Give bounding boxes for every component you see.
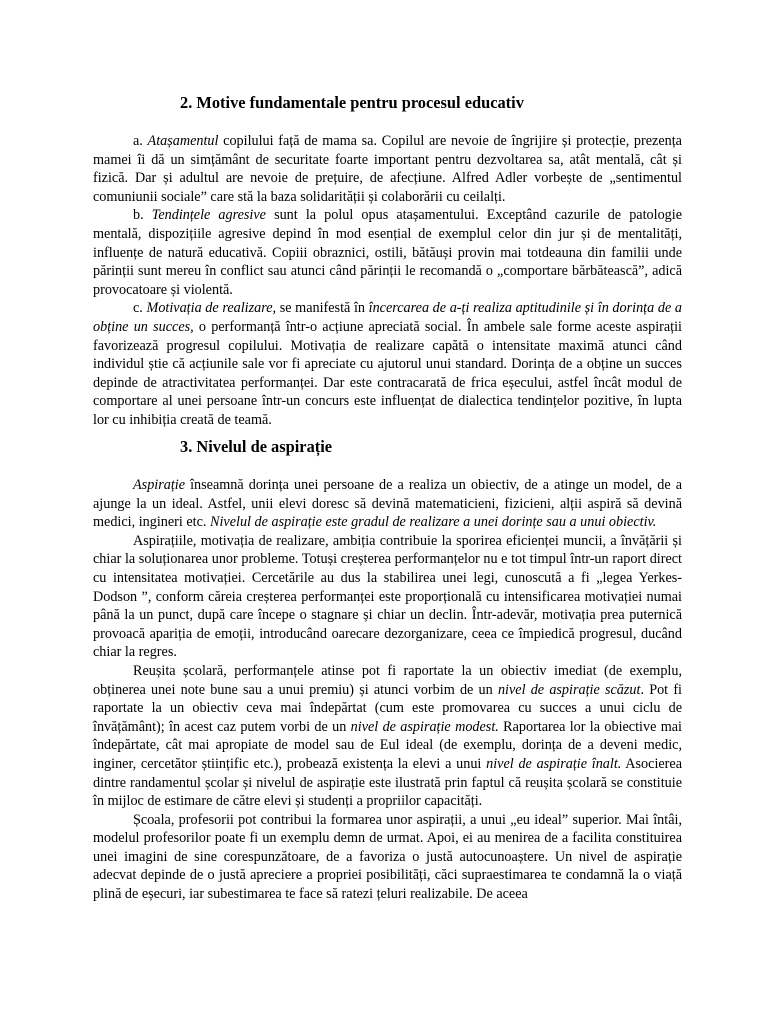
p3-emphasis-low: nivel de aspirație scăzut xyxy=(497,681,641,698)
yerkes-dodson-paragraph: Aspirațiile, motivația de realizare, ambiția contribuie la sporirea eficienței muncii, a învățării și chiar la soluționarea unor probleme. Totuși creșterea performanțelor nu e tot timpul într-un raport direct cu intensitatea motivației. Cercetările au dus la stabilirea unei legi, cunoscută a fi „legea Yerkes-Dodson ”, conform căreia creșterea performanței este proporțională cu intensificarea motivației numai până la un punct, după care începe o stagnare și chiar un declin. Într-adevăr, motivația prea puternică provoacă apariția de emoții, introducând oarecare dezorganizare, ceea ce împiedică progresul, ducând chiar la regres. xyxy=(93,532,682,661)
paragraph-c-emphasis: încercarea de a-ți realiza aptitudinile și în dorința de a obține un succes, xyxy=(93,300,682,335)
section-3-body xyxy=(93,476,682,904)
aspiration-text: înseamnă dorința unei persoane de a realiza un obiectiv, de a atinge un model, de a ajunge la un ideal. Astfel, unii elevi doresc să devină matematicieni, fizicieni, alții aspiră să devină medici, ingineri etc. xyxy=(93,477,682,531)
p3-emphasis-modest: nivel de aspirație modest. xyxy=(350,718,499,735)
paragraph-a-text: copilului față de mama sa. Copilul are nevoie de îngrijire și protecție, prezența mamei îi dă un simțământ de securitate foarte important pentru dezvoltarea sa, atât mentală, cât și fizică. Dar și adultul are nevoie de prețuire, de afecțiune. Alfred Adler vorbește de „sentimentul comuniunii sociale” care stă la baza solidarității și colaborării cu ceilalți. xyxy=(93,133,682,205)
aspiration-emphasis: Nivelul de aspirație este gradul de realizare a unei dorințe sau a unui obiectiv. xyxy=(210,514,657,531)
paragraph-c-text-1: se manifestă în xyxy=(276,300,369,317)
paragraph-a-marker: a. xyxy=(133,133,148,149)
school-role-paragraph: Școala, profesorii pot contribui la formarea unor aspirații, a unui „eu ideal” superior. Mai întâi, modelul profesorilor poate fi un exemplu demn de urmat. Apoi, ei au menirea de a facilita constituirea unei imagini de sine corespunzătoare, de a favoriza o justă autocunoaștere. Un nivel de aspirație adecvat depinde de o justă apreciere a propriei posibilități, căci supraestimarea te condamnă la o viață plină de eșecuri, iar subestimarea te face să ratezi țeluri realizabile. De aceea xyxy=(93,811,682,903)
paragraph-c-marker: c. xyxy=(133,300,147,317)
paragraph-b-marker: b. xyxy=(133,207,152,224)
p3-text-3: Raportarea lor la obiective mai îndepărtate, cât mai apropiate de model sau de Eul ideal (de exemplu, dorința de a deveni medic, inginer, cercetător științific etc.), probează existența la elevi a unui xyxy=(93,718,682,772)
paragraph-b-text: sunt la polul opus atașamentului. Exceptând cazurile de patologie mentală, dispozițiile agresive depind în mod esențial de exemplul celor din jur și de mentalități, influențe de natură educativă. Copiii obraznici, ostili, bătăuși provin mai totdeauna din familii unde părinții sunt mereu în conflict sau atunci când părinții le recomandă o „comportare bărbătească”, adică provocatoare și violentă. xyxy=(93,207,682,298)
p3-text-2: . Pot fi raportate la un obiectiv ceva mai îndepărtat (cum este promovarea cu succes a unui ciclu de învățământ); în acest caz putem vorbi de un xyxy=(93,681,682,735)
section-2-body xyxy=(93,132,682,430)
paragraph-c-text-2: o performanță într-o acțiune apreciată social. În ambele sale forme aceste aspirații favorizează progresul copilului. Motivația de realizare capătă o intensitate maximă atunci când individul știe că acțiunile sale vor fi apreciate cu ajutorul unui standard. Dorința de a obține un succes depinde de atractivitatea performanței. Dar este contracarată de frica eșecului, astfel încât modul de comportare al unei persoane într-un concurs este influențat de dialectica tendințelor pozitive, în lupta lor cu inhibiția creată de teamă. xyxy=(93,318,682,428)
paragraph-b xyxy=(93,206,682,299)
aspiration-definition xyxy=(93,476,682,532)
school-success-paragraph xyxy=(93,662,682,811)
paragraph-a-term: Atașamentul xyxy=(147,133,219,149)
section-2-heading: 2. Motive fundamentale pentru procesul educativ xyxy=(180,93,524,112)
section-3-heading: 3. Nivelul de aspirație xyxy=(180,437,333,456)
paragraph-c xyxy=(93,299,682,429)
paragraph-b-term: Tendințele agresive xyxy=(151,207,266,224)
p3-emphasis-high: nivel de aspirație înalt. xyxy=(486,755,622,772)
paragraph-a xyxy=(93,132,682,206)
p3-text-1: Reușita școlară, performanțele atinse pot fi raportate la un obiectiv imediat (de exemplu, obținerea unei note bune sau a unui premiu) și atunci vorbim de un xyxy=(93,662,682,698)
paragraph-c-term: Motivația de realizare, xyxy=(146,300,277,317)
aspiration-term: Aspirație xyxy=(133,477,186,493)
p3-text-4: Asocierea dintre randamentul școlar și nivelul de aspirație este ilustrată prin faptul că reușita școlară se constituie în mijloc de estimare de către elevi și studenți a propriilor capacități. xyxy=(93,755,683,810)
